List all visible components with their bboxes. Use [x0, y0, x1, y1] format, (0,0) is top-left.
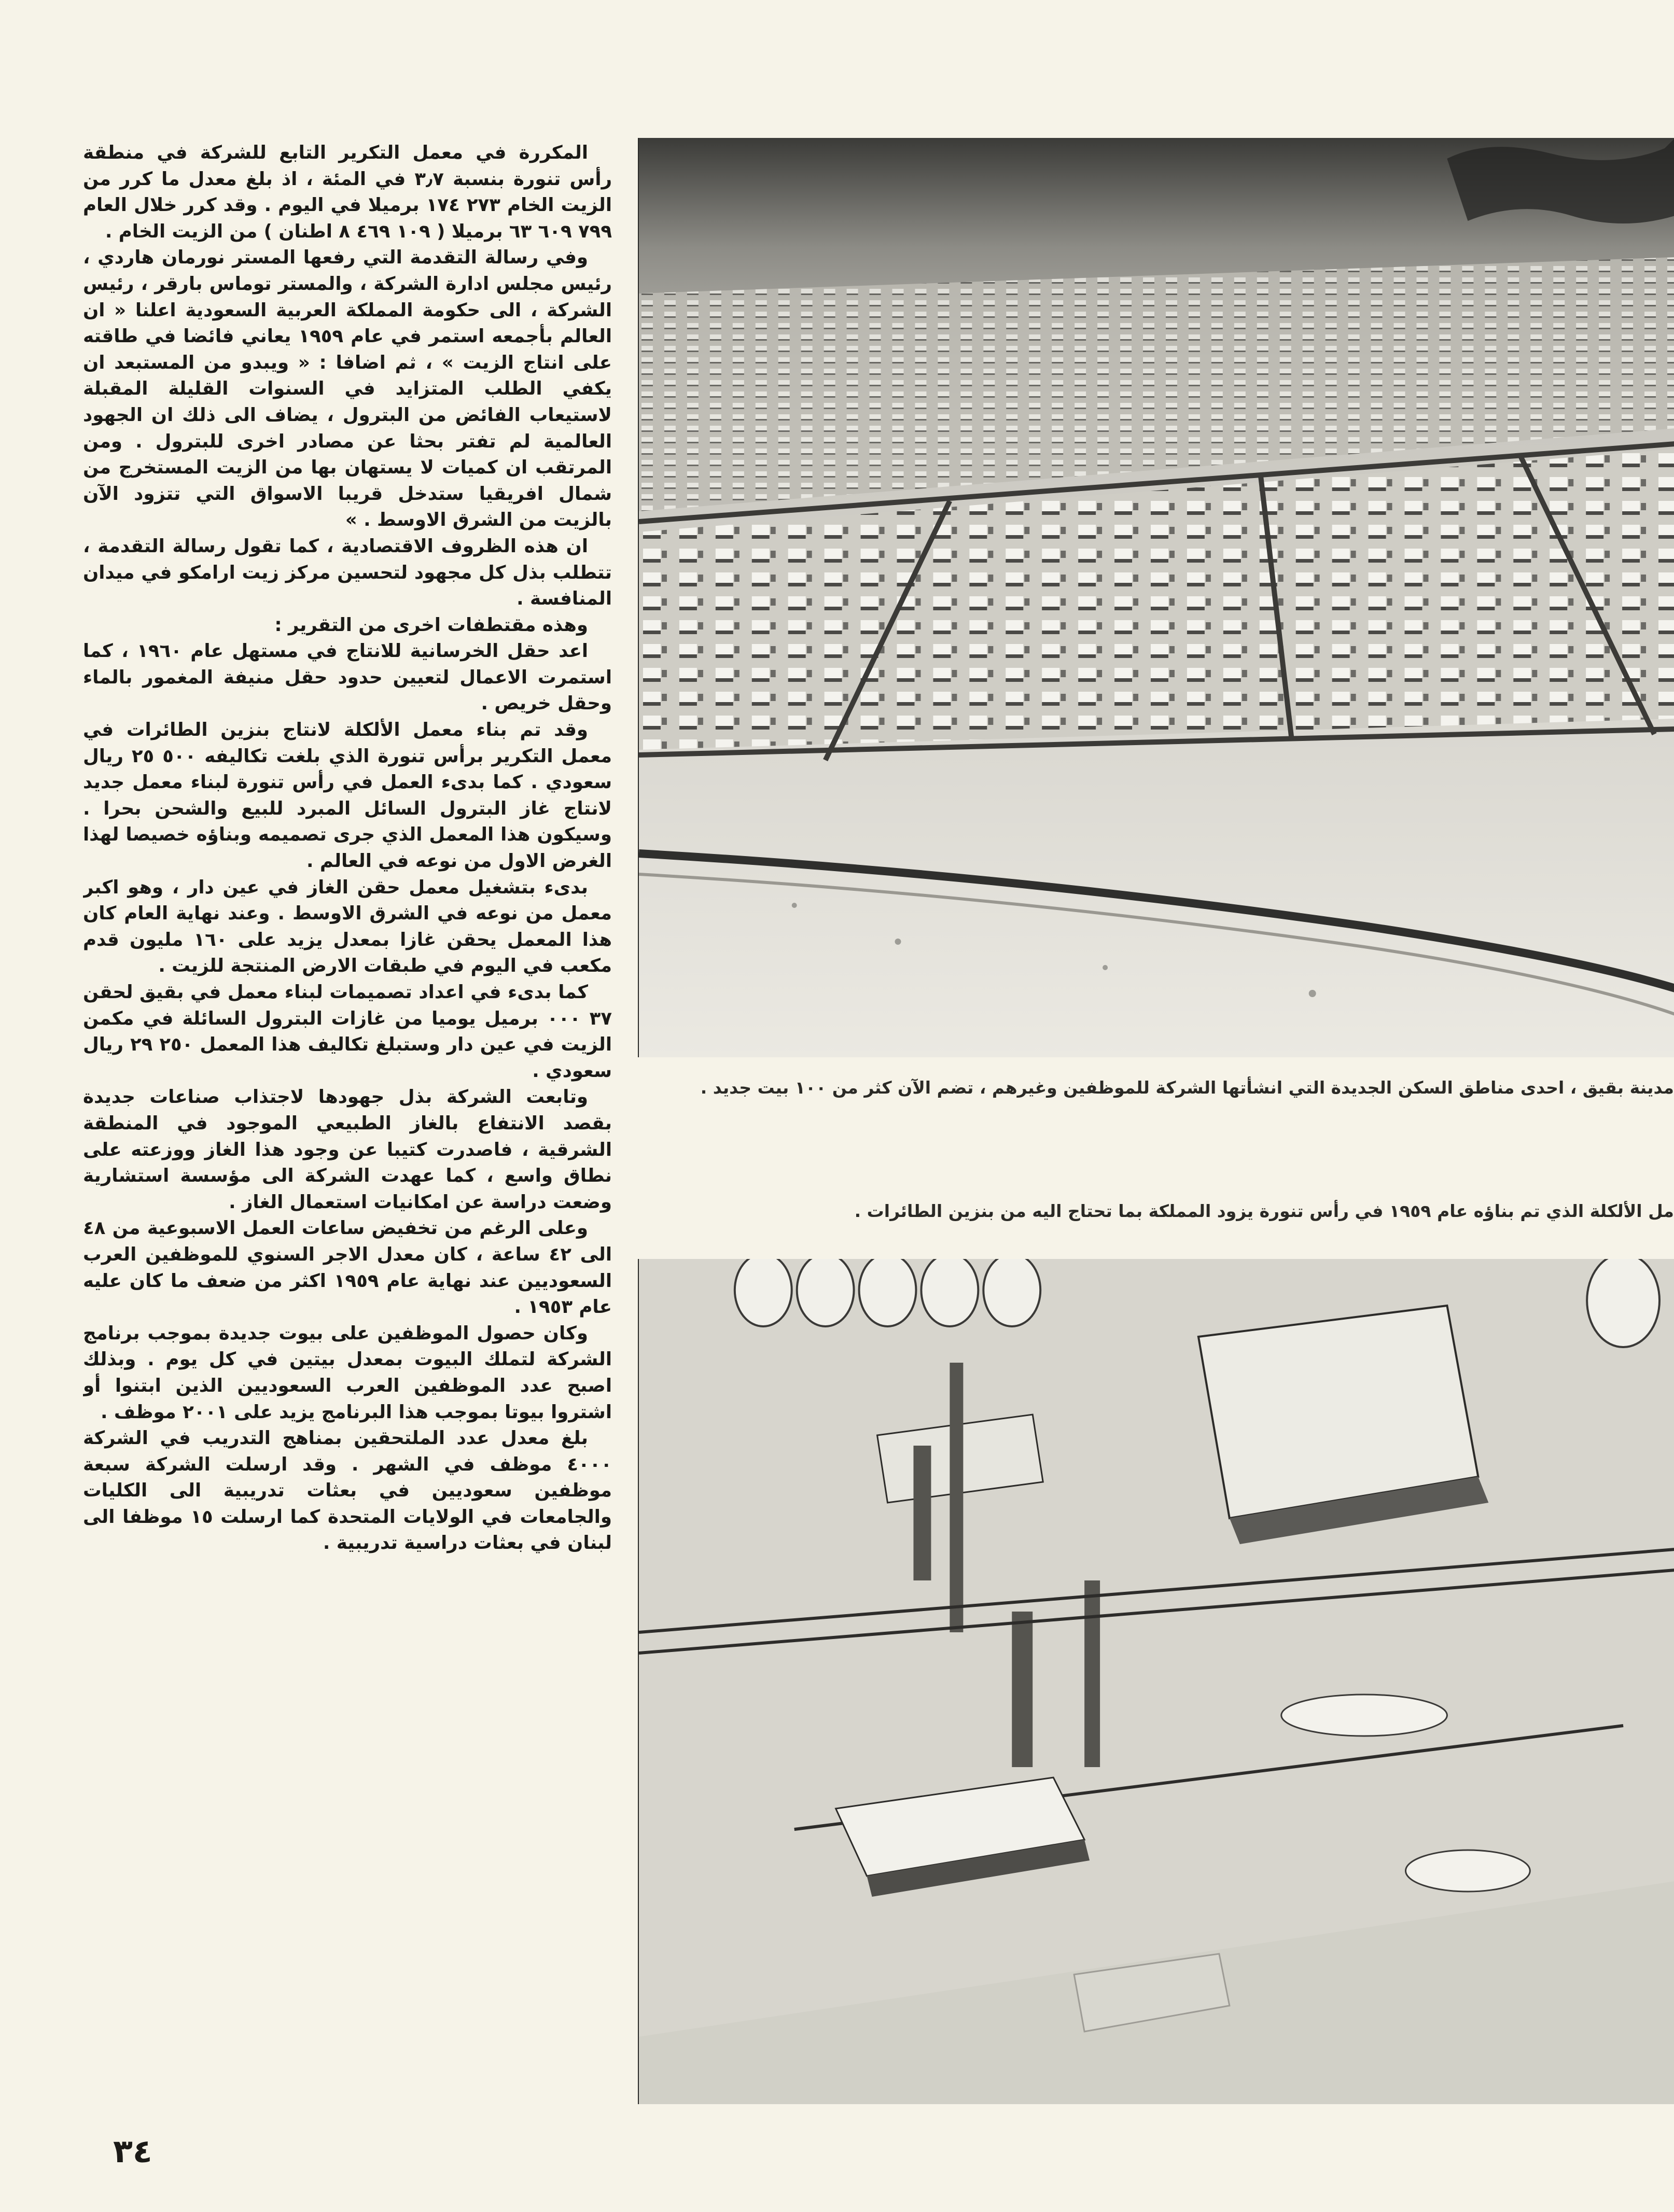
article-paragraph: المكررة في معمل التكرير التابع للشركة في منطقة رأس تنورة بنسبة ٣٫٧ في المئة ، اذ بلغ معدل ما كرر من الزيت الخام ٢٧٣ ١٧٤ برميلا في اليوم . وقد كرر خلال العام ٧٩٩ ٦٠٩ ٦٣ برميلا ( ١٠٩ ٤٦٩ ٨ اطنان ) من الزيت الخام .: [83, 142, 612, 242]
article-paragraph: وكان حصول الموظفين على بيوت جديدة بموجب برنامج الشركة لتملك البيوت بمعدل بيتين في كل يوم . وبذلك اصبح عدد الموظفين العرب السعوديين الذين ابتنوا أو اشتروا بيوتا بموجب هذا البرنامج يزيد على ٢٠٠١ موظف .: [83, 1322, 612, 1423]
article-paragraph: وعلى الرغم من تخفيض ساعات العمل الاسبوعية من ٤٨ الى ٤٢ ساعة ، كان معدل الاجر السنوي للموظفين العرب السعوديين عند نهاية عام ١٩٥٩ اكثر من ضعف ما كان عليه عام ١٩٥٣ .: [83, 1217, 612, 1318]
photo-caption-bottom: مل الألكلة الذي تم بناؤه عام ١٩٥٩ في رأس تنورة يزود المملكة بما تحتاج اليه من بنزين الطائرات .: [854, 1201, 1674, 1221]
aerial-photo-housing-image: [639, 138, 1674, 1057]
page-number: ٣٤: [113, 2132, 152, 2170]
article-paragraph: كما بدىء في اعداد تصميمات لبناء معمل في بقيق لحقن ٣٧ ٠٠٠ برميل يوميا من غازات البترول السائلة في مكمن الزيت في عين دار وستبلغ تكاليف هذا المعمل ٢٥٠ ٢٩ ريال سعودي .: [83, 982, 612, 1082]
aerial-photo-alkylation-plant-image: [639, 1259, 1674, 2104]
article-paragraph: وقد تم بناء معمل الألكلة لانتاج بنزين الطائرات في معمل التكرير برأس تنورة الذي بلغت تكاليفه ٥٠٠ ٢٥ ريال سعودي . كما بدىء العمل في رأس تنورة لبناء معمل جديد لانتاج غاز البترول السائل المبرد للبيع والشحن بحرا . وسيكون هذا المعمل الذي جرى تصميمه وبناؤه خصيصا لهذا الغرض الاول من نوعه في العالم .: [83, 719, 612, 872]
aerial-photo-alkylation-plant: [638, 1259, 1674, 2104]
article-text-column: [83, 140, 612, 2095]
photo-caption-top: مدينة بقيق ، احدى مناطق السكن الجديدة التي انشأتها الشركة للموظفين وغيرهم ، تضم الآن كثر من ١٠٠ بيت جديد .: [700, 1077, 1674, 1098]
article-paragraph: بلغ معدل عدد الملتحقين بمناهج التدريب في الشركة ٤٠٠٠ موظف في الشهر . وقد ارسلت الشركة سبعة موظفين سعوديين في بعثات تدريبية الى الكليات والجامعات في الولايات المتحدة كما ارسلت ١٥ موظفا الى لبنان في بعثات دراسية تدريبية .: [83, 1427, 612, 1554]
article-paragraph: ان هذه الظروف الاقتصادية ، كما تقول رسالة التقدمة ، تتطلب بذل كل مجهود لتحسين مركز زيت ارامكو في ميدان المنافسة .: [83, 535, 612, 610]
article-paragraph: وتابعت الشركة بذل جهودها لاجتذاب صناعات جديدة بقصد الانتفاع بالغاز الطبيعي الموجود في المنطقة الشرقية ، فاصدرت كتيبا عن وجود هذا الغاز ووزعته على نطاق واسع ، كما عهدت الشركة الى مؤسسة استشارية وضعت دراسة عن امكانيات استعمال الغاز .: [83, 1086, 612, 1213]
article-paragraph: وهذه مقتطفات اخرى من التقرير :: [274, 614, 588, 636]
article-paragraph: وفي رسالة التقدمة التي رفعها المستر نورمان هاردي ، رئيس مجلس ادارة الشركة ، والمستر توماس بارقر ، رئيس الشركة ، الى حكومة المملكة العربية السعودية اعلنا « ان العالم بأجمعه استمر في عام ١٩٥٩ يعاني فائضا في طاقته على انتاج الزيت » ، ثم اضافا : « ويبدو من المستبعد ان يكفي الطلب المتزايد في السنوات القليلة المقبلة لاستيعاب الفائض من البترول ، يضاف الى ذلك ان الجهود العالمية لم تفتر بحثا عن مصادر اخرى للبترول . ومن المرتقب ان كميات لا يستهان بها من الزيت المستخرج من شمال افريقيا ستدخل قريبا الاسواق التي تتزود الآن بالزيت من الشرق الاوسط . »: [83, 247, 612, 531]
article-paragraph: اعد حقل الخرسانية للانتاج في مستهل عام ١٩٦٠ ، كما استمرت الاعمال لتعيين حدود حقل منيفة المغمور بالماء وحقل خريص .: [83, 640, 612, 715]
aerial-photo-housing: [638, 138, 1674, 1057]
article-paragraph: بدىء بتشغيل معمل حقن الغاز في عين دار ، وهو اكبر معمل من نوعه في الشرق الاوسط . وعند نهاية العام كان هذا المعمل يحقن غازا بمعدل يزيد على ١٦٠ مليون قدم مكعب في اليوم في طبقات الارض المنتجة للزيت .: [83, 876, 612, 977]
